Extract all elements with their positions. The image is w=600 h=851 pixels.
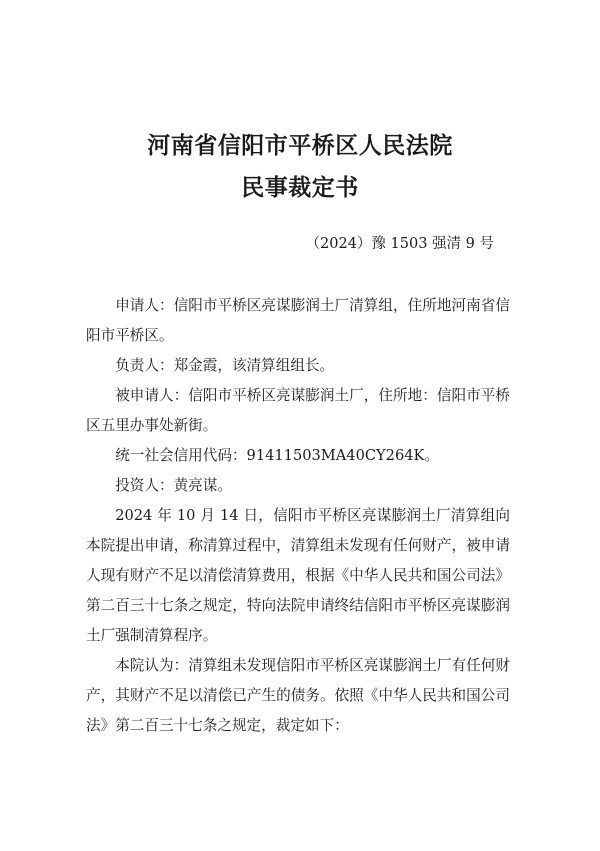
paragraph-applicant: 申请人：信阳市平桥区亮谋膨润土厂清算组，住所地河南省信阳市平桥区。 [86,297,510,344]
court-name: 河南省信阳市平桥区人民法院 [147,132,453,159]
paragraph-respondent: 被申请人：信阳市平桥区亮谋膨润土厂，住所地：信阳市平桥区五里办事处新街。 [86,387,510,434]
paragraph-responsible-person: 负责人：郑金霞，该清算组组长。 [115,357,335,374]
document-type: 民事裁定书 [241,174,359,201]
document-body [86,291,510,741]
paragraph-investor: 投资人：黄亮谋。 [115,477,232,494]
paragraph-court-opinion: 本院认为：清算组未发现信阳市平桥区亮谋膨润土厂有任何财产，其财产不足以清偿已产生的债务。依照《中华人民共和国公司法》第二百三十七条之规定，裁定如下： [86,657,510,734]
paragraph-facts: 2024 年 10 月 14 日，信阳市平桥区亮谋膨润土厂清算组向本院提出申请，称清算过程中，清算组未发现有任何财产，被申请人现有财产不足以清偿清算费用，根据《中华人民共和国公司法》第二百三十七条之规定，特向法院申请终结信阳市平桥区亮谋膨润土厂强制清算程序。 [86,507,510,644]
paragraph-credit-code: 统一社会信用代码：91411503MA40CY264K。 [115,447,440,464]
case-number: （2024）豫 1503 强清 9 号 [305,236,494,252]
